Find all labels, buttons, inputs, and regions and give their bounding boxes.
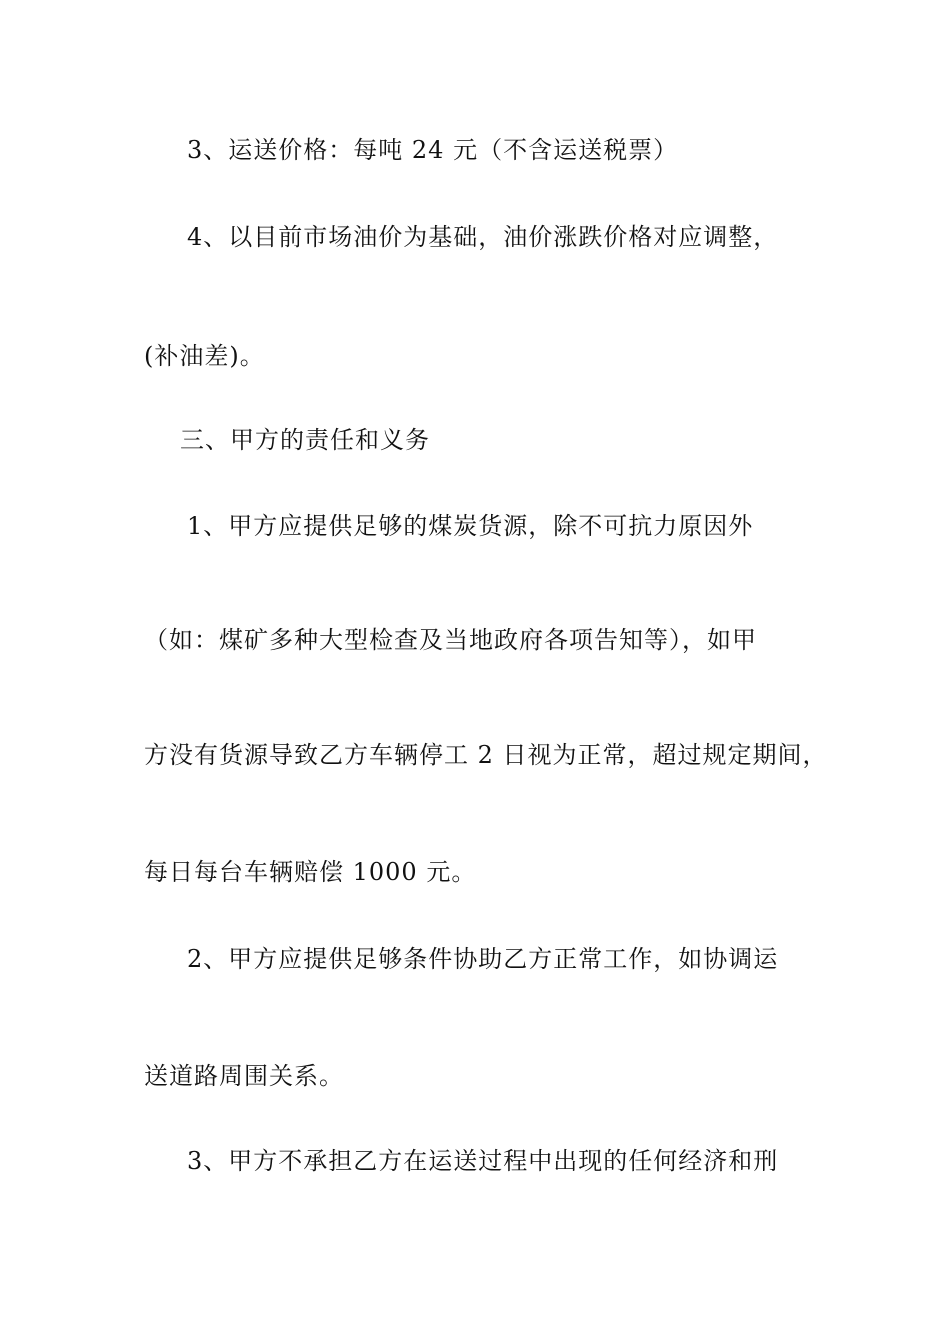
clause-supply-line-2: （如：煤矿多种大型检查及当地政府各项告知等），如甲: [144, 626, 757, 654]
clause-supply-line-1: 1、甲方应提供足够的煤炭货源，除不可抗力原因外: [187, 512, 754, 540]
clause-supply-line-3: 方没有货源导致乙方车辆停工 2 日视为正常，超过规定期间，: [144, 741, 828, 769]
clause-supply-line-4: 每日每台车辆赔偿 1000 元。: [144, 858, 477, 886]
clause-oil-price-line-1: 4、以目前市场油价为基础，油价涨跌价格对应调整，: [187, 223, 779, 251]
clause-liability-line-1: 3、甲方不承担乙方在运送过程中出现的任何经济和刑: [187, 1147, 779, 1175]
clause-transport-price: 3、运送价格：每吨 24 元（不含运送税票）: [187, 136, 679, 164]
clause-assist-line-1: 2、甲方应提供足够条件协助乙方正常工作，如协调运: [187, 945, 779, 973]
clause-assist-line-2: 送道路周围关系。: [144, 1062, 344, 1090]
clause-oil-price-line-2: (补油差)。: [144, 342, 265, 370]
section-heading-party-a-duties: 三、甲方的责任和义务: [180, 426, 430, 454]
